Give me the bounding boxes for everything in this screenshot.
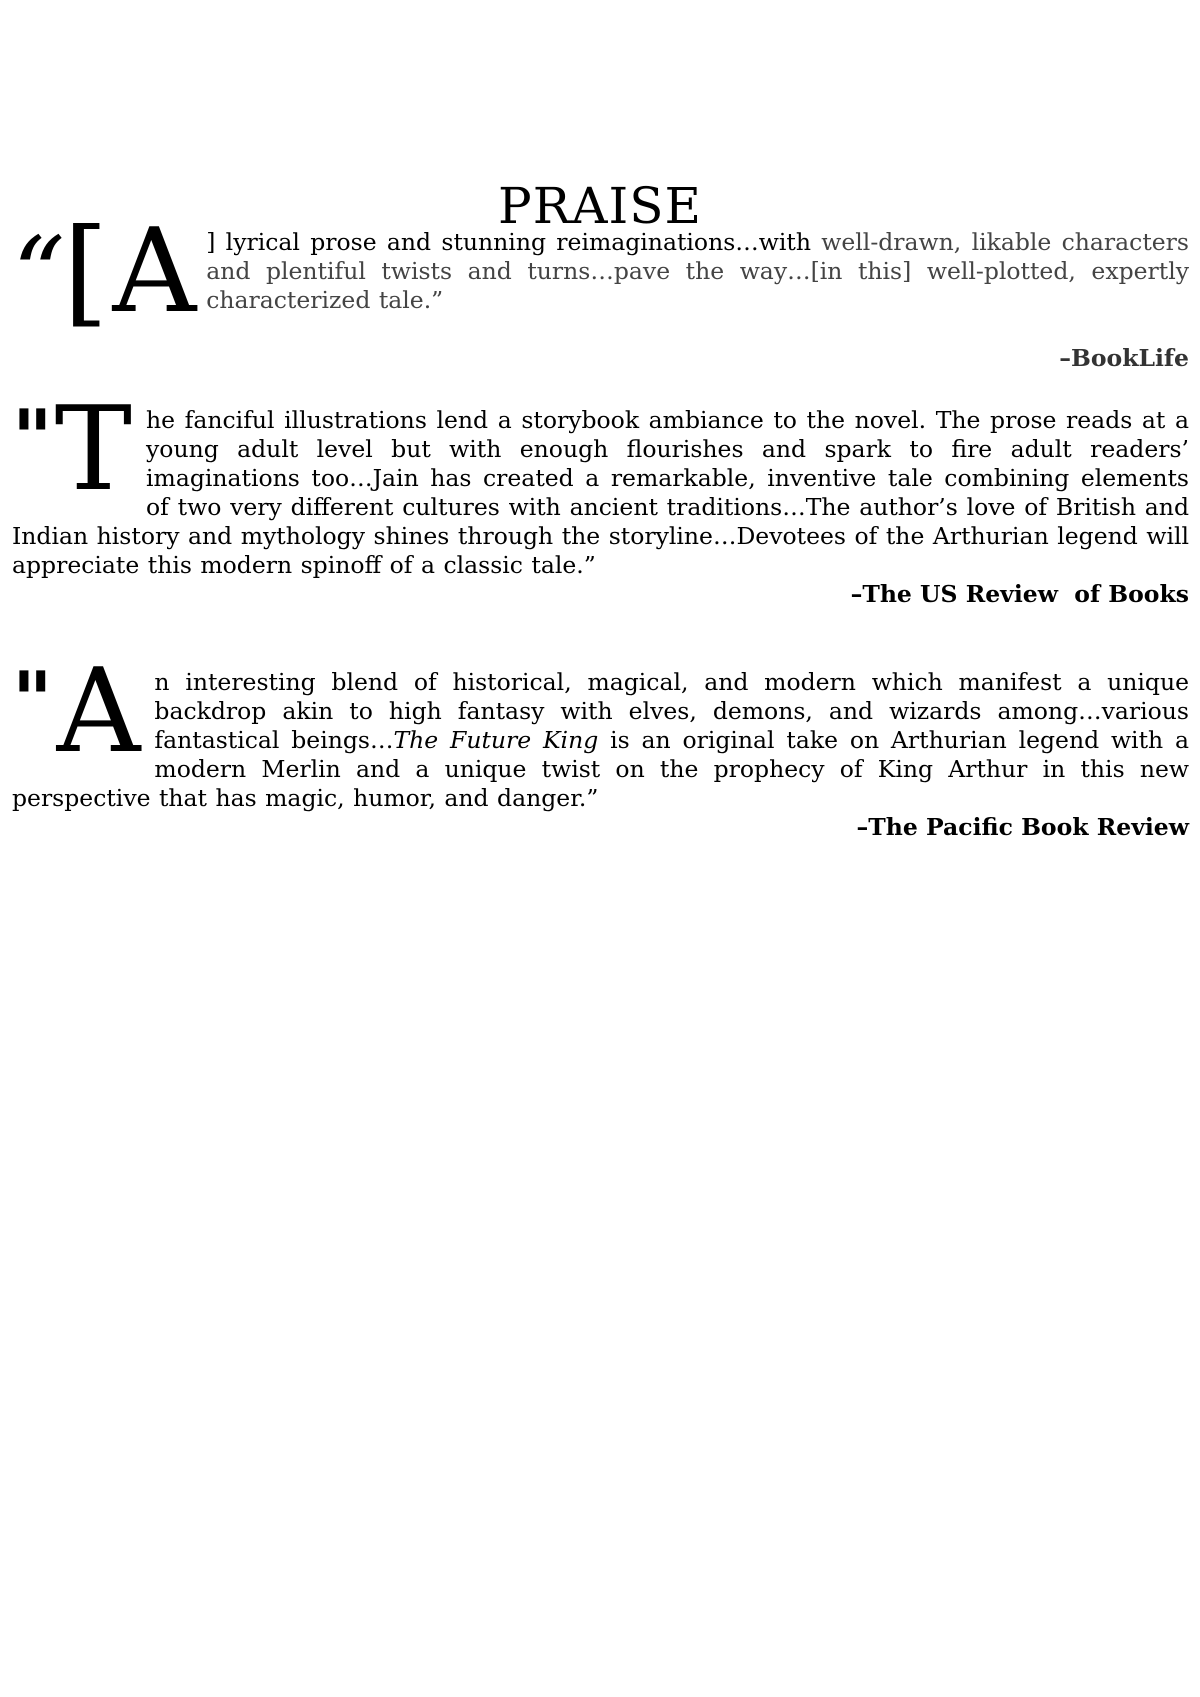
review-text-after: is an original take on Arthurian legend with a modern Merlin and a unique twist on the prophecy of King Arthur in this new perspective that has magic, humor, and danger.” bbox=[12, 726, 1189, 812]
review-pacific-book-review bbox=[12, 644, 1189, 842]
drop-quote-mark: " bbox=[12, 655, 53, 746]
review-attribution: –The US Review of Books bbox=[850, 580, 1189, 608]
review-us-review-of-books bbox=[12, 382, 1189, 609]
review-text: he fanciful illustrations lend a storybook ambiance to the novel. The prose reads at a young adult level but with enough flourishes and spark to fire adult readers’ imaginations too…Jain has created a remarkable, inventive tale combining elements of two very different cultures with ancient traditions…The author’s love of British and Indian history and mythology shines through the storyline…Devotees of the Arthurian legend will appreciate this modern spinoff of a classic tale.” bbox=[12, 406, 1189, 579]
page-title: PRAISE bbox=[498, 176, 702, 235]
drop-letter: A bbox=[56, 644, 141, 779]
review-text-main: ] lyrical prose and stunning reimaginations…with bbox=[206, 228, 811, 256]
drop-letter: A bbox=[112, 204, 197, 339]
review-text-before: n interesting blend of historical, magical, and modern which manifest a unique backdrop akin to high fantasy with elves, demons, and wizards among…various fantastical beings… bbox=[154, 668, 1189, 754]
drop-quote-mark: " bbox=[12, 393, 53, 484]
review-text bbox=[12, 655, 1189, 813]
drop-cap bbox=[12, 204, 197, 344]
review-attribution: –BookLife bbox=[1059, 344, 1189, 372]
drop-bracket: [ bbox=[63, 204, 109, 339]
drop-cap bbox=[12, 644, 141, 779]
drop-letter: T bbox=[54, 382, 133, 517]
drop-quote-mark: “ bbox=[12, 214, 62, 336]
book-title: The Future King bbox=[393, 726, 599, 754]
drop-cap bbox=[12, 382, 133, 517]
review-text-soft: well-drawn, likable characters and plentiful twists and turns…pave the way…[in this] well-plotted, expertly characterized tale.” bbox=[206, 228, 1189, 314]
review-attribution: –The Pacific Book Review bbox=[856, 813, 1189, 841]
